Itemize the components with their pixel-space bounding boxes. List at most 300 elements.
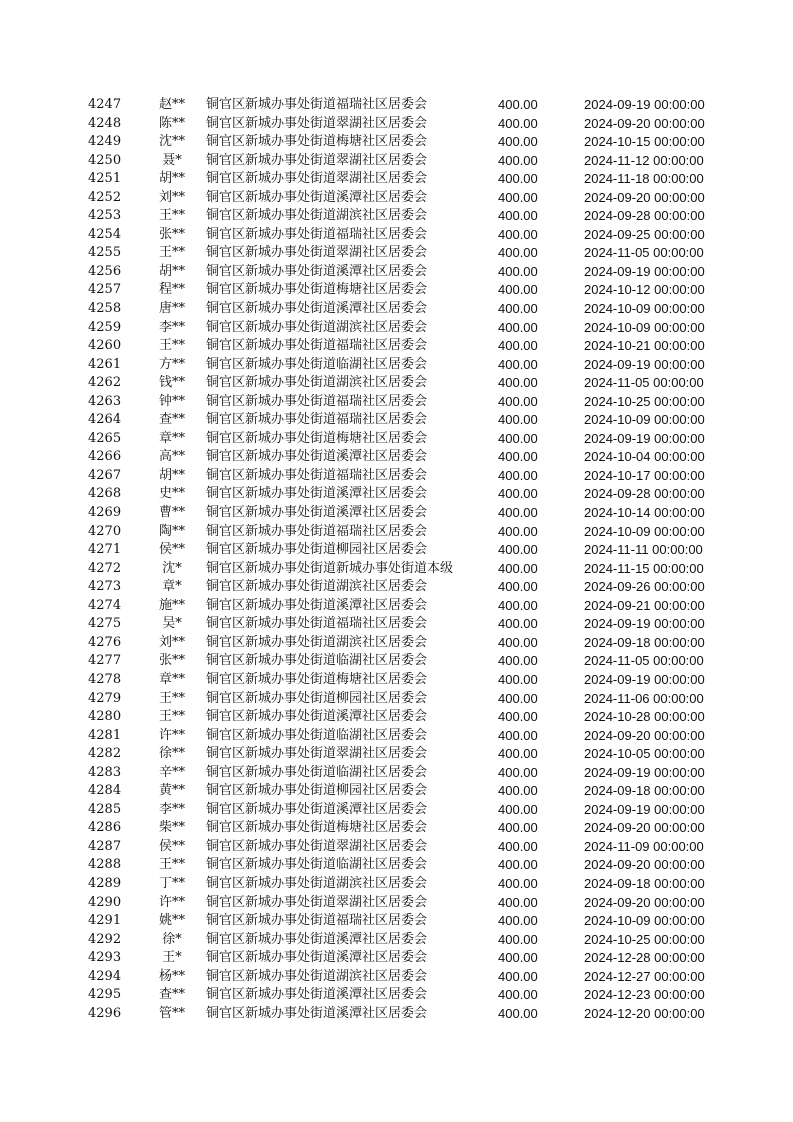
record-name: 黄** xyxy=(158,783,185,799)
record-organization: 铜官区新城办事处街道临湖社区居委会 xyxy=(206,857,428,873)
record-amount: 400.00 xyxy=(498,171,538,187)
record-date: 2024-10-15 00:00:00 xyxy=(584,134,705,150)
record-organization: 铜官区新城办事处街道溪潭社区居委会 xyxy=(206,449,428,465)
record-organization: 铜官区新城办事处街道湖滨社区居委会 xyxy=(206,319,428,335)
record-name: 辛** xyxy=(158,764,185,780)
record-name: 钱** xyxy=(158,375,185,391)
record-id: 4289 xyxy=(88,875,122,891)
record-organization: 铜官区新城办事处街道溪潭社区居委会 xyxy=(206,931,428,947)
record-name: 唐** xyxy=(158,301,185,317)
record-organization: 铜官区新城办事处街道湖滨社区居委会 xyxy=(206,968,428,984)
record-amount: 400.00 xyxy=(498,282,538,298)
record-date: 2024-10-25 00:00:00 xyxy=(584,931,705,947)
record-name: 侯** xyxy=(158,838,185,854)
record-id: 4260 xyxy=(88,338,122,354)
record-name: 吴* xyxy=(162,616,182,632)
record-amount: 400.00 xyxy=(498,486,538,502)
record-organization: 铜官区新城办事处街道福瑞社区居委会 xyxy=(206,523,428,539)
record-amount: 400.00 xyxy=(498,690,538,706)
table-row xyxy=(88,782,718,801)
record-name: 张** xyxy=(158,653,185,669)
record-amount: 400.00 xyxy=(498,115,538,131)
record-name: 曹** xyxy=(158,505,185,521)
record-amount: 400.00 xyxy=(498,97,538,112)
record-id: 4293 xyxy=(88,950,122,966)
record-amount: 400.00 xyxy=(498,505,538,521)
table-row xyxy=(88,968,718,987)
record-id: 4249 xyxy=(88,134,122,150)
record-name: 许** xyxy=(158,727,185,743)
record-amount: 400.00 xyxy=(498,913,538,929)
table-row xyxy=(88,615,718,634)
record-name: 柴** xyxy=(158,820,185,836)
record-amount: 400.00 xyxy=(498,189,538,205)
record-name: 陶** xyxy=(158,523,185,539)
record-organization: 铜官区新城办事处街道溪潭社区居委会 xyxy=(206,189,428,205)
record-amount: 400.00 xyxy=(498,801,538,817)
table-row xyxy=(88,560,718,579)
table-row xyxy=(88,115,718,134)
table-row xyxy=(88,411,718,430)
record-amount: 400.00 xyxy=(498,319,538,335)
record-id: 4279 xyxy=(88,690,122,706)
table-row xyxy=(88,856,718,875)
record-id: 4296 xyxy=(88,1005,122,1021)
record-amount: 400.00 xyxy=(498,542,538,558)
table-row xyxy=(88,838,718,857)
table-row xyxy=(88,467,718,486)
table-row xyxy=(88,986,718,1005)
table-row xyxy=(88,708,718,727)
record-id: 4288 xyxy=(88,857,122,873)
record-date: 2024-10-17 00:00:00 xyxy=(584,467,705,483)
record-id: 4256 xyxy=(88,263,122,279)
table-row xyxy=(88,541,718,560)
record-amount: 400.00 xyxy=(498,245,538,261)
record-name: 高** xyxy=(158,449,185,465)
record-id: 4269 xyxy=(88,505,122,521)
record-id: 4295 xyxy=(88,987,122,1003)
record-id: 4282 xyxy=(88,746,122,762)
record-name: 章** xyxy=(158,430,185,446)
table-row xyxy=(88,319,718,338)
record-id: 4251 xyxy=(88,171,122,187)
record-date: 2024-12-23 00:00:00 xyxy=(584,987,705,1003)
record-date: 2024-10-21 00:00:00 xyxy=(584,338,705,354)
record-amount: 400.00 xyxy=(498,263,538,279)
record-amount: 400.00 xyxy=(498,820,538,836)
table-row xyxy=(88,244,718,263)
record-name: 丁** xyxy=(158,875,185,891)
table-row xyxy=(88,393,718,412)
table-row xyxy=(88,875,718,894)
record-id: 4266 xyxy=(88,449,122,465)
record-date: 2024-09-19 00:00:00 xyxy=(584,263,705,279)
record-organization: 铜官区新城办事处街道溪潭社区居委会 xyxy=(206,987,428,1003)
record-amount: 400.00 xyxy=(498,987,538,1003)
table-row xyxy=(88,337,718,356)
record-organization: 铜官区新城办事处街道翠湖社区居委会 xyxy=(206,245,428,261)
record-date: 2024-09-18 00:00:00 xyxy=(584,634,705,650)
record-organization: 铜官区新城办事处街道福瑞社区居委会 xyxy=(206,412,428,428)
record-date: 2024-10-09 00:00:00 xyxy=(584,301,705,317)
record-organization: 铜官区新城办事处街道梅塘社区居委会 xyxy=(206,282,428,298)
record-amount: 400.00 xyxy=(498,579,538,595)
record-id: 4264 xyxy=(88,412,122,428)
record-organization: 铜官区新城办事处街道梅塘社区居委会 xyxy=(206,671,428,687)
record-id: 4278 xyxy=(88,671,122,687)
record-organization: 铜官区新城办事处街道福瑞社区居委会 xyxy=(206,338,428,354)
table-row xyxy=(88,263,718,282)
record-id: 4281 xyxy=(88,727,122,743)
record-date: 2024-11-05 00:00:00 xyxy=(584,653,704,669)
record-name: 聂* xyxy=(162,152,182,168)
record-date: 2024-09-20 00:00:00 xyxy=(584,115,705,131)
record-amount: 400.00 xyxy=(498,301,538,317)
record-name: 沈* xyxy=(162,560,182,576)
record-organization: 铜官区新城办事处街道溪潭社区居委会 xyxy=(206,597,428,613)
record-name: 章** xyxy=(158,671,185,687)
record-date: 2024-10-09 00:00:00 xyxy=(584,913,705,929)
record-date: 2024-09-19 00:00:00 xyxy=(584,97,705,112)
table-row xyxy=(88,152,718,171)
record-organization: 铜官区新城办事处街道湖滨社区居委会 xyxy=(206,579,428,595)
record-amount: 400.00 xyxy=(498,709,538,725)
record-date: 2024-09-26 00:00:00 xyxy=(584,579,705,595)
record-name: 方** xyxy=(158,356,185,372)
record-id: 4271 xyxy=(88,542,122,558)
record-amount: 400.00 xyxy=(498,523,538,539)
record-id: 4254 xyxy=(88,226,122,242)
record-organization: 铜官区新城办事处街道新城办事处街道本级 xyxy=(206,560,454,576)
table-row xyxy=(88,448,718,467)
record-amount: 400.00 xyxy=(498,597,538,613)
record-name: 侯** xyxy=(158,542,185,558)
records-table xyxy=(88,96,718,1023)
record-organization: 铜官区新城办事处街道翠湖社区居委会 xyxy=(206,171,428,187)
record-organization: 铜官区新城办事处街道梅塘社区居委会 xyxy=(206,134,428,150)
record-amount: 400.00 xyxy=(498,634,538,650)
table-row xyxy=(88,485,718,504)
record-amount: 400.00 xyxy=(498,449,538,465)
record-organization: 铜官区新城办事处街道翠湖社区居委会 xyxy=(206,838,428,854)
record-amount: 400.00 xyxy=(498,560,538,576)
table-row xyxy=(88,949,718,968)
record-amount: 400.00 xyxy=(498,653,538,669)
record-date: 2024-09-19 00:00:00 xyxy=(584,764,705,780)
table-row xyxy=(88,764,718,783)
record-organization: 铜官区新城办事处街道梅塘社区居委会 xyxy=(206,820,428,836)
record-date: 2024-09-19 00:00:00 xyxy=(584,801,705,817)
record-date: 2024-10-09 00:00:00 xyxy=(584,523,705,539)
record-organization: 铜官区新城办事处街道溪潭社区居委会 xyxy=(206,263,428,279)
record-organization: 铜官区新城办事处街道翠湖社区居委会 xyxy=(206,115,428,131)
record-id: 4265 xyxy=(88,430,122,446)
record-name: 王** xyxy=(158,857,185,873)
record-organization: 铜官区新城办事处街道溪潭社区居委会 xyxy=(206,505,428,521)
record-amount: 400.00 xyxy=(498,375,538,391)
record-name: 管** xyxy=(158,1005,185,1021)
record-name: 刘** xyxy=(158,634,185,650)
record-id: 4263 xyxy=(88,393,122,409)
record-name: 胡** xyxy=(158,263,185,279)
record-name: 许** xyxy=(158,894,185,910)
record-amount: 400.00 xyxy=(498,208,538,224)
record-date: 2024-10-14 00:00:00 xyxy=(584,505,705,521)
table-row xyxy=(88,281,718,300)
record-name: 徐** xyxy=(158,746,185,762)
record-name: 查** xyxy=(158,412,185,428)
record-name: 章* xyxy=(162,579,182,595)
record-organization: 铜官区新城办事处街道溪潭社区居委会 xyxy=(206,1005,428,1021)
record-id: 4280 xyxy=(88,709,122,725)
record-id: 4272 xyxy=(88,560,122,576)
record-amount: 400.00 xyxy=(498,950,538,966)
record-id: 4273 xyxy=(88,579,122,595)
record-id: 4290 xyxy=(88,894,122,910)
table-row xyxy=(88,671,718,690)
record-amount: 400.00 xyxy=(498,746,538,762)
table-row xyxy=(88,523,718,542)
record-amount: 400.00 xyxy=(498,430,538,446)
record-id: 4287 xyxy=(88,838,122,854)
record-date: 2024-09-20 00:00:00 xyxy=(584,857,705,873)
record-name: 王** xyxy=(158,338,185,354)
record-date: 2024-09-28 00:00:00 xyxy=(584,486,705,502)
record-name: 查** xyxy=(158,987,185,1003)
record-date: 2024-09-25 00:00:00 xyxy=(584,226,705,242)
record-id: 4247 xyxy=(88,97,122,112)
record-id: 4262 xyxy=(88,375,122,391)
record-organization: 铜官区新城办事处街道临湖社区居委会 xyxy=(206,764,428,780)
table-row xyxy=(88,727,718,746)
table-row xyxy=(88,504,718,523)
record-name: 张** xyxy=(158,226,185,242)
record-name: 赵** xyxy=(158,97,185,112)
record-date: 2024-10-09 00:00:00 xyxy=(584,412,705,428)
record-id: 4268 xyxy=(88,486,122,502)
record-id: 4294 xyxy=(88,968,122,984)
record-date: 2024-09-28 00:00:00 xyxy=(584,208,705,224)
record-id: 4258 xyxy=(88,301,122,317)
record-name: 王** xyxy=(158,690,185,706)
record-id: 4274 xyxy=(88,597,122,613)
record-date: 2024-12-20 00:00:00 xyxy=(584,1005,705,1021)
record-date: 2024-09-21 00:00:00 xyxy=(584,597,705,613)
table-row xyxy=(88,912,718,931)
record-amount: 400.00 xyxy=(498,838,538,854)
record-organization: 铜官区新城办事处街道溪潭社区居委会 xyxy=(206,950,428,966)
record-amount: 400.00 xyxy=(498,467,538,483)
table-row xyxy=(88,1005,718,1024)
record-name: 钟** xyxy=(158,393,185,409)
record-amount: 400.00 xyxy=(498,727,538,743)
record-date: 2024-09-18 00:00:00 xyxy=(584,875,705,891)
record-name: 程** xyxy=(158,282,185,298)
record-amount: 400.00 xyxy=(498,412,538,428)
record-id: 4291 xyxy=(88,913,122,929)
table-row xyxy=(88,745,718,764)
record-id: 4286 xyxy=(88,820,122,836)
record-name: 王** xyxy=(158,245,185,261)
record-organization: 铜官区新城办事处街道翠湖社区居委会 xyxy=(206,152,428,168)
table-row xyxy=(88,189,718,208)
record-date: 2024-10-04 00:00:00 xyxy=(584,449,705,465)
table-row xyxy=(88,96,718,115)
record-organization: 铜官区新城办事处街道溪潭社区居委会 xyxy=(206,801,428,817)
table-row xyxy=(88,430,718,449)
record-date: 2024-10-05 00:00:00 xyxy=(584,746,705,762)
record-organization: 铜官区新城办事处街道翠湖社区居委会 xyxy=(206,894,428,910)
record-date: 2024-09-20 00:00:00 xyxy=(584,189,705,205)
table-row xyxy=(88,133,718,152)
record-date: 2024-09-19 00:00:00 xyxy=(584,616,705,632)
table-row xyxy=(88,931,718,950)
record-name: 李** xyxy=(158,801,185,817)
record-id: 4284 xyxy=(88,783,122,799)
record-id: 4261 xyxy=(88,356,122,372)
record-id: 4275 xyxy=(88,616,122,632)
record-id: 4283 xyxy=(88,764,122,780)
record-name: 史** xyxy=(158,486,185,502)
record-name: 姚** xyxy=(158,913,185,929)
record-id: 4259 xyxy=(88,319,122,335)
record-date: 2024-11-05 00:00:00 xyxy=(584,245,704,261)
record-organization: 铜官区新城办事处街道福瑞社区居委会 xyxy=(206,913,428,929)
record-organization: 铜官区新城办事处街道福瑞社区居委会 xyxy=(206,467,428,483)
record-date: 2024-12-27 00:00:00 xyxy=(584,968,705,984)
record-date: 2024-11-15 00:00:00 xyxy=(584,560,704,576)
table-row xyxy=(88,894,718,913)
record-date: 2024-10-09 00:00:00 xyxy=(584,319,705,335)
table-row xyxy=(88,356,718,375)
table-row xyxy=(88,226,718,245)
record-date: 2024-11-09 00:00:00 xyxy=(584,838,704,854)
record-name: 胡** xyxy=(158,171,185,187)
table-row xyxy=(88,634,718,653)
table-row xyxy=(88,652,718,671)
record-date: 2024-10-28 00:00:00 xyxy=(584,709,705,725)
record-organization: 铜官区新城办事处街道湖滨社区居委会 xyxy=(206,208,428,224)
record-amount: 400.00 xyxy=(498,968,538,984)
record-id: 4252 xyxy=(88,189,122,205)
record-amount: 400.00 xyxy=(498,894,538,910)
record-name: 陈** xyxy=(158,115,185,131)
table-row xyxy=(88,801,718,820)
table-row xyxy=(88,300,718,319)
table-row xyxy=(88,170,718,189)
record-organization: 铜官区新城办事处街道溪潭社区居委会 xyxy=(206,709,428,725)
record-organization: 铜官区新城办事处街道柳园社区居委会 xyxy=(206,783,428,799)
record-amount: 400.00 xyxy=(498,783,538,799)
record-amount: 400.00 xyxy=(498,338,538,354)
record-organization: 铜官区新城办事处街道临湖社区居委会 xyxy=(206,727,428,743)
record-name: 王** xyxy=(158,709,185,725)
record-name: 施** xyxy=(158,597,185,613)
record-date: 2024-10-25 00:00:00 xyxy=(584,393,705,409)
record-id: 4285 xyxy=(88,801,122,817)
table-row xyxy=(88,690,718,709)
record-amount: 400.00 xyxy=(498,1005,538,1021)
table-row xyxy=(88,597,718,616)
record-amount: 400.00 xyxy=(498,393,538,409)
record-id: 4257 xyxy=(88,282,122,298)
record-id: 4248 xyxy=(88,115,122,131)
record-amount: 400.00 xyxy=(498,875,538,891)
record-id: 4276 xyxy=(88,634,122,650)
record-id: 4267 xyxy=(88,467,122,483)
record-organization: 铜官区新城办事处街道福瑞社区居委会 xyxy=(206,393,428,409)
record-name: 杨** xyxy=(158,968,185,984)
table-row xyxy=(88,819,718,838)
record-organization: 铜官区新城办事处街道湖滨社区居委会 xyxy=(206,634,428,650)
record-organization: 铜官区新城办事处街道临湖社区居委会 xyxy=(206,653,428,669)
record-name: 王** xyxy=(158,208,185,224)
record-organization: 铜官区新城办事处街道溪潭社区居委会 xyxy=(206,486,428,502)
record-date: 2024-09-19 00:00:00 xyxy=(584,671,705,687)
record-organization: 铜官区新城办事处街道柳园社区居委会 xyxy=(206,542,428,558)
record-name: 沈** xyxy=(158,134,185,150)
record-organization: 铜官区新城办事处街道临湖社区居委会 xyxy=(206,356,428,372)
record-organization: 铜官区新城办事处街道福瑞社区居委会 xyxy=(206,226,428,242)
record-date: 2024-09-20 00:00:00 xyxy=(584,727,705,743)
record-amount: 400.00 xyxy=(498,857,538,873)
record-date: 2024-11-12 00:00:00 xyxy=(584,152,704,168)
record-date: 2024-09-20 00:00:00 xyxy=(584,820,705,836)
record-date: 2024-09-18 00:00:00 xyxy=(584,783,705,799)
record-date: 2024-09-20 00:00:00 xyxy=(584,894,705,910)
record-amount: 400.00 xyxy=(498,616,538,632)
record-organization: 铜官区新城办事处街道湖滨社区居委会 xyxy=(206,875,428,891)
record-amount: 400.00 xyxy=(498,764,538,780)
record-id: 4250 xyxy=(88,152,122,168)
table-row xyxy=(88,578,718,597)
record-amount: 400.00 xyxy=(498,671,538,687)
record-amount: 400.00 xyxy=(498,931,538,947)
record-id: 4253 xyxy=(88,208,122,224)
record-organization: 铜官区新城办事处街道翠湖社区居委会 xyxy=(206,746,428,762)
record-organization: 铜官区新城办事处街道梅塘社区居委会 xyxy=(206,430,428,446)
record-organization: 铜官区新城办事处街道福瑞社区居委会 xyxy=(206,616,428,632)
record-id: 4255 xyxy=(88,245,122,261)
records-table-body xyxy=(88,96,718,1023)
record-amount: 400.00 xyxy=(498,356,538,372)
record-organization: 铜官区新城办事处街道柳园社区居委会 xyxy=(206,690,428,706)
record-id: 4270 xyxy=(88,523,122,539)
record-date: 2024-11-06 00:00:00 xyxy=(584,690,704,706)
record-date: 2024-09-19 00:00:00 xyxy=(584,430,705,446)
record-organization: 铜官区新城办事处街道福瑞社区居委会 xyxy=(206,97,428,112)
record-name: 王* xyxy=(162,950,182,966)
record-date: 2024-12-28 00:00:00 xyxy=(584,950,705,966)
record-date: 2024-10-12 00:00:00 xyxy=(584,282,705,298)
record-name: 刘** xyxy=(158,189,185,205)
record-date: 2024-11-05 00:00:00 xyxy=(584,375,704,391)
record-name: 徐* xyxy=(162,931,182,947)
record-date: 2024-11-11 00:00:00 xyxy=(584,542,703,558)
table-row xyxy=(88,374,718,393)
record-name: 李** xyxy=(158,319,185,335)
record-amount: 400.00 xyxy=(498,134,538,150)
record-amount: 400.00 xyxy=(498,152,538,168)
record-id: 4277 xyxy=(88,653,122,669)
record-name: 胡** xyxy=(158,467,185,483)
record-amount: 400.00 xyxy=(498,226,538,242)
record-date: 2024-09-19 00:00:00 xyxy=(584,356,705,372)
record-id: 4292 xyxy=(88,931,122,947)
record-date: 2024-11-18 00:00:00 xyxy=(584,171,704,187)
table-row xyxy=(88,207,718,226)
